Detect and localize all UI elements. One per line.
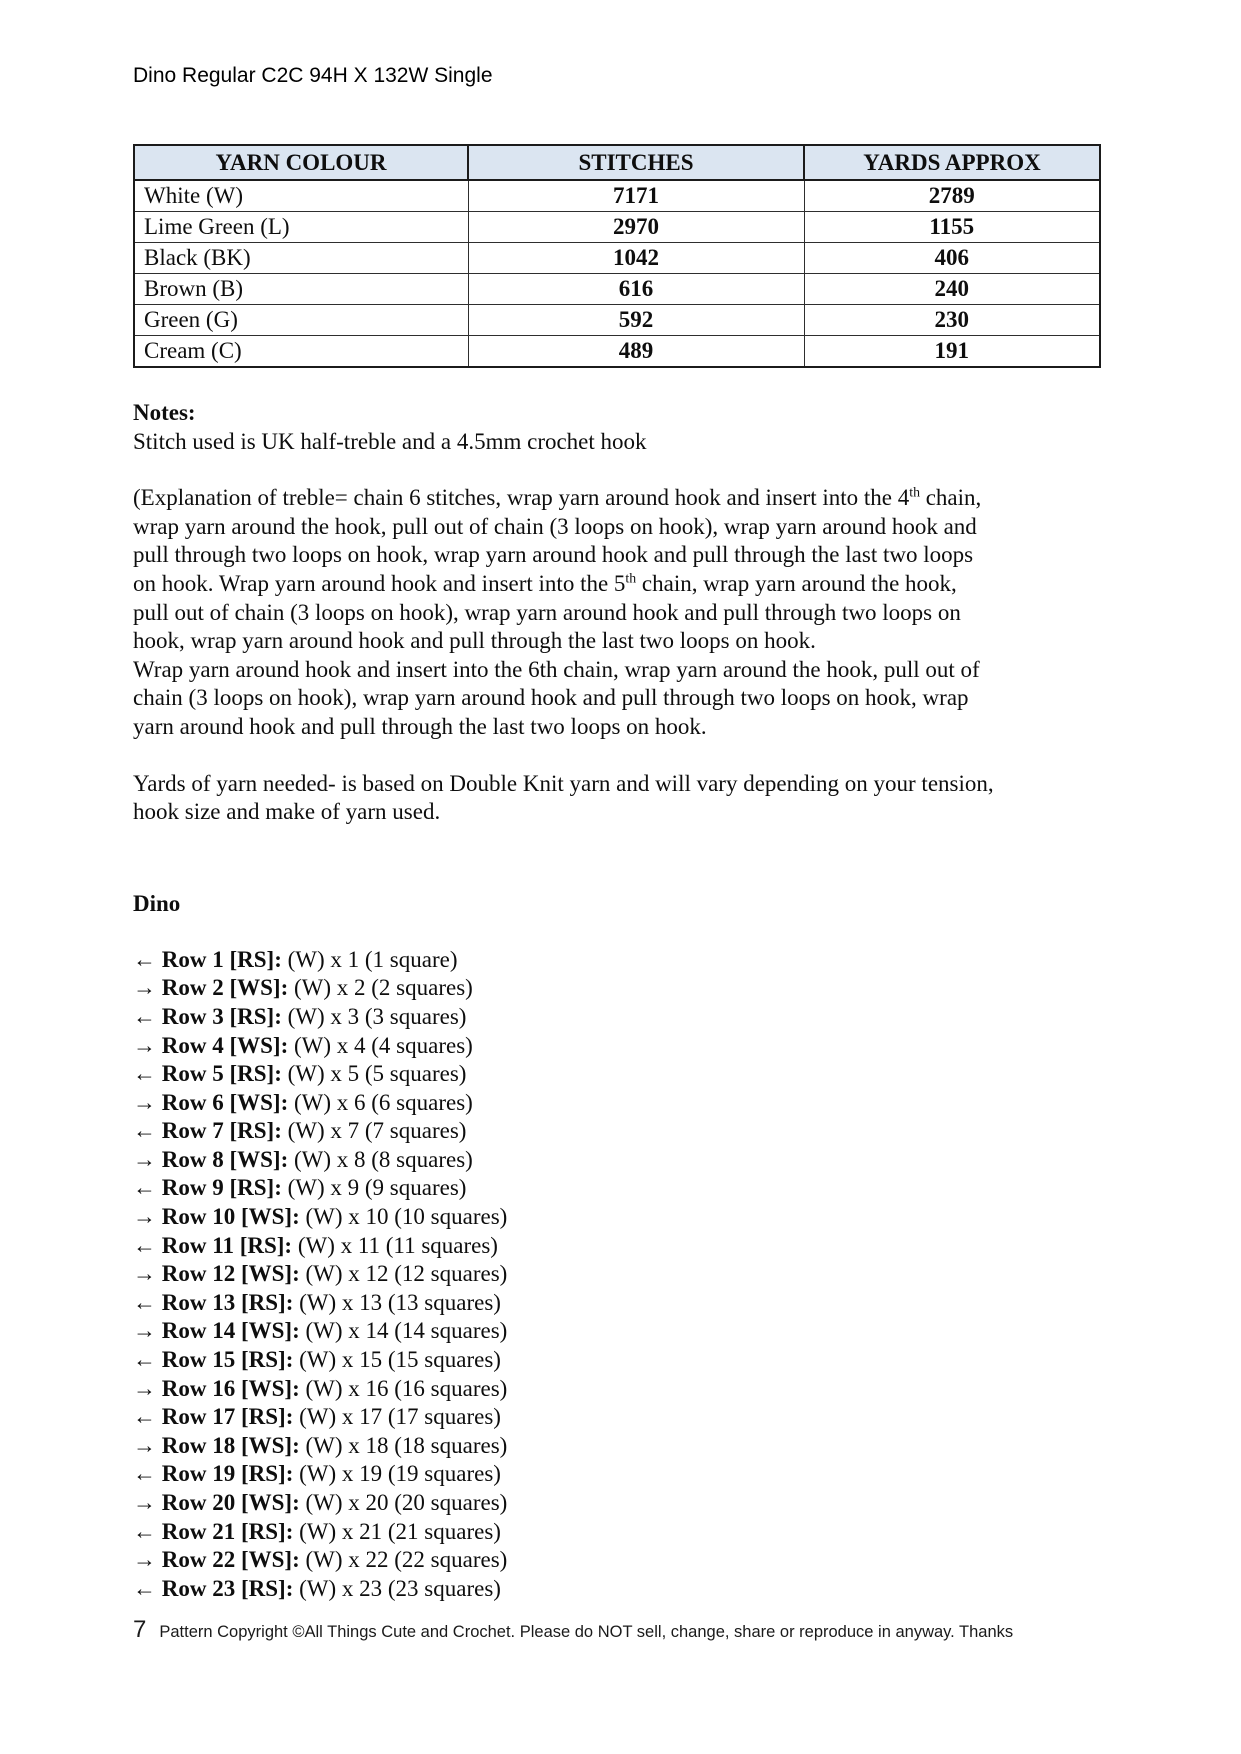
row-instruction: (W) x 11 (11 squares) <box>297 1232 498 1258</box>
row-label: Row 3 [RS]: <box>161 1003 282 1029</box>
pattern-row <box>133 1403 1101 1432</box>
notes-section <box>133 399 1101 456</box>
direction-arrow-icon: → <box>133 1432 156 1458</box>
explanation-line: pull out of chain (3 loops on hook), wrap yarn around hook and pull through two loops on <box>133 599 961 625</box>
yards-cell: 1155 <box>804 212 1100 243</box>
row-instruction: (W) x 18 (18 squares) <box>305 1432 508 1458</box>
yarn-colour-cell: Brown (B) <box>134 274 468 305</box>
row-label: Row 7 [RS]: <box>161 1118 282 1144</box>
yards-cell: 230 <box>804 305 1100 336</box>
row-label: Row 14 [WS]: <box>161 1318 300 1344</box>
yarn-colour-cell: Green (G) <box>134 305 468 336</box>
yarn-table-header-row <box>134 145 1100 180</box>
direction-arrow-icon: → <box>133 1261 156 1287</box>
yarn-colour-cell: White (W) <box>134 180 468 212</box>
explanation-line: (Explanation of treble= chain 6 stitches, wrap yarn around hook and insert into the 4th chain, <box>133 484 982 511</box>
direction-arrow-icon: → <box>133 1318 156 1344</box>
row-instruction: (W) x 14 (14 squares) <box>305 1318 508 1344</box>
pattern-row <box>133 1117 1101 1146</box>
yards-cell: 191 <box>804 336 1100 368</box>
stitches-cell: 2970 <box>468 212 804 243</box>
direction-arrow-icon: → <box>133 1547 156 1573</box>
row-label: Row 16 [WS]: <box>161 1375 300 1401</box>
row-label: Row 11 [RS]: <box>161 1232 293 1258</box>
pattern-row <box>133 974 1101 1003</box>
pattern-row <box>133 1489 1101 1518</box>
direction-arrow-icon: ← <box>133 1461 156 1487</box>
yards-cell: 406 <box>804 243 1100 274</box>
yarn-colour-cell: Black (BK) <box>134 243 468 274</box>
direction-arrow-icon: ← <box>133 1175 156 1201</box>
direction-arrow-icon: ← <box>133 1518 156 1544</box>
row-label: Row 18 [WS]: <box>161 1432 300 1458</box>
copyright-text: Pattern Copyright ©All Things Cute and Crochet. Please do NOT sell, change, share or reproduce in anyway. Thanks <box>159 1623 1014 1641</box>
row-label: Row 4 [WS]: <box>161 1032 289 1058</box>
row-instruction: (W) x 23 (23 squares) <box>299 1575 501 1601</box>
explanation-line: pull through two loops on hook, wrap yarn around hook and pull through the last two loops <box>133 542 974 568</box>
row-instruction: (W) x 8 (8 squares) <box>294 1146 473 1172</box>
row-instruction: (W) x 1 (1 square) <box>287 946 458 972</box>
direction-arrow-icon: ← <box>133 1003 156 1029</box>
row-label: Row 19 [RS]: <box>161 1461 294 1487</box>
row-instruction: (W) x 21 (21 squares) <box>299 1518 501 1544</box>
row-label: Row 8 [WS]: <box>161 1146 289 1172</box>
row-instruction: (W) x 20 (20 squares) <box>305 1490 508 1515</box>
notes-heading: Notes: <box>133 400 196 425</box>
pattern-row <box>133 1518 1101 1547</box>
page-footer <box>133 1616 1013 1644</box>
explanation-line: on hook. Wrap yarn around hook and insert into the 5th chain, wrap yarn around the hook, <box>133 570 957 596</box>
explanation-paragraph <box>133 484 1101 741</box>
pattern-row <box>133 1375 1101 1404</box>
explanation-line: Wrap yarn around hook and insert into the 6th chain, wrap yarn around the hook, pull out of <box>133 656 980 682</box>
pattern-row <box>133 1089 1101 1118</box>
pattern-row <box>133 1032 1101 1061</box>
column-header-yarn-colour: YARN COLOUR <box>134 145 468 180</box>
stitches-cell: 616 <box>468 274 804 305</box>
pattern-row <box>133 1289 1101 1318</box>
yards-note <box>133 770 1101 827</box>
direction-arrow-icon: ← <box>133 1575 156 1601</box>
row-instruction: (W) x 17 (17 squares) <box>299 1404 501 1430</box>
row-label: Row 10 [WS]: <box>161 1204 300 1230</box>
pattern-row <box>133 1575 1101 1604</box>
row-instruction: (W) x 13 (13 squares) <box>299 1289 501 1315</box>
yarn-colour-cell: Cream (C) <box>134 336 468 368</box>
pattern-row <box>133 1003 1101 1032</box>
direction-arrow-icon: → <box>133 1146 156 1172</box>
row-instruction: (W) x 19 (19 squares) <box>299 1461 501 1487</box>
explanation-line: yarn around hook and pull through the last two loops on hook. <box>133 713 707 739</box>
row-label: Row 22 [WS]: <box>161 1547 300 1573</box>
direction-arrow-icon: → <box>133 1204 156 1230</box>
yarn-table-row <box>134 305 1100 336</box>
direction-arrow-icon: ← <box>133 1347 156 1373</box>
direction-arrow-icon: → <box>133 1089 156 1115</box>
yarn-table-body <box>134 180 1100 367</box>
pattern-row <box>133 1346 1101 1375</box>
row-instruction: (W) x 9 (9 squares) <box>287 1175 467 1201</box>
yards-cell: 240 <box>804 274 1100 305</box>
pattern-row <box>133 1546 1101 1575</box>
row-instruction: (W) x 10 (10 squares) <box>305 1204 508 1230</box>
row-instruction: (W) x 7 (7 squares) <box>287 1118 467 1144</box>
yarn-table-row <box>134 336 1100 368</box>
row-instruction: (W) x 16 (16 squares) <box>305 1375 508 1401</box>
pattern-row <box>133 1260 1101 1289</box>
direction-arrow-icon: → <box>133 1375 156 1401</box>
pattern-row <box>133 1146 1101 1175</box>
yarn-table <box>133 144 1101 368</box>
yarn-table-row <box>134 212 1100 243</box>
explanation-line: chain (3 loops on hook), wrap yarn around hook and pull through two loops on hook, wrap <box>133 685 969 711</box>
row-instruction: (W) x 15 (15 squares) <box>299 1347 501 1373</box>
row-label: Row 20 [WS]: <box>161 1490 300 1515</box>
row-label: Row 2 [WS]: <box>161 975 289 1001</box>
stitches-cell: 592 <box>468 305 804 336</box>
row-label: Row 17 [RS]: <box>161 1404 294 1430</box>
column-header-stitches: STITCHES <box>468 145 804 180</box>
stitches-cell: 7171 <box>468 180 804 212</box>
pattern-row <box>133 1317 1101 1346</box>
row-label: Row 6 [WS]: <box>161 1089 289 1115</box>
row-instruction: (W) x 4 (4 squares) <box>294 1032 473 1058</box>
yards-cell: 2789 <box>804 180 1100 212</box>
row-instruction: (W) x 3 (3 squares) <box>287 1003 467 1029</box>
row-instruction: (W) x 12 (12 squares) <box>305 1261 508 1287</box>
row-instruction: (W) x 5 (5 squares) <box>287 1061 467 1087</box>
row-label: Row 13 [RS]: <box>161 1289 294 1315</box>
pattern-row <box>133 946 1101 975</box>
stitches-cell: 1042 <box>468 243 804 274</box>
yarn-table-row <box>134 243 1100 274</box>
pattern-row-list <box>133 946 1101 1604</box>
row-label: Row 12 [WS]: <box>161 1261 300 1287</box>
yarn-colour-cell: Lime Green (L) <box>134 212 468 243</box>
stitches-cell: 489 <box>468 336 804 368</box>
direction-arrow-icon: → <box>133 975 156 1001</box>
yarn-table-row <box>134 274 1100 305</box>
direction-arrow-icon: → <box>133 1490 156 1515</box>
direction-arrow-icon: ← <box>133 1232 156 1258</box>
direction-arrow-icon: ← <box>133 1289 156 1315</box>
direction-arrow-icon: → <box>133 1032 156 1058</box>
yards-note-line: Yards of yarn needed- is based on Double Knit yarn and will vary depending on your tension, <box>133 770 994 796</box>
row-instruction: (W) x 2 (2 squares) <box>294 975 473 1001</box>
yards-note-line: hook size and make of yarn used. <box>133 799 441 825</box>
row-label: Row 5 [RS]: <box>161 1061 282 1087</box>
pattern-row <box>133 1203 1101 1232</box>
explanation-line: wrap yarn around the hook, pull out of chain (3 loops on hook), wrap yarn around hook and <box>133 513 977 539</box>
pattern-row <box>133 1174 1101 1203</box>
direction-arrow-icon: ← <box>133 946 156 972</box>
row-instruction: (W) x 6 (6 squares) <box>294 1089 473 1115</box>
explanation-line: hook, wrap yarn around hook and pull through the last two loops on hook. <box>133 628 816 654</box>
stitch-note: Stitch used is UK half-treble and a 4.5mm crochet hook <box>133 428 647 454</box>
page-number: 7 <box>133 1616 147 1643</box>
row-label: Row 15 [RS]: <box>161 1347 294 1373</box>
pattern-row <box>133 1460 1101 1489</box>
column-header-yards-approx: YARDS APPROX <box>804 145 1100 180</box>
direction-arrow-icon: ← <box>133 1061 156 1087</box>
row-label: Row 1 [RS]: <box>161 946 282 972</box>
pattern-row <box>133 1232 1101 1261</box>
row-label: Row 9 [RS]: <box>161 1175 282 1201</box>
row-label: Row 21 [RS]: <box>161 1518 294 1544</box>
doc-title: Dino Regular C2C 94H X 132W Single <box>133 64 493 87</box>
pattern-row <box>133 1432 1101 1461</box>
pattern-heading: Dino <box>133 890 181 916</box>
row-label: Row 23 [RS]: <box>161 1575 294 1601</box>
pattern-row <box>133 1060 1101 1089</box>
direction-arrow-icon: ← <box>133 1404 156 1430</box>
yarn-table-row <box>134 180 1100 212</box>
direction-arrow-icon: ← <box>133 1118 156 1144</box>
row-instruction: (W) x 22 (22 squares) <box>305 1547 508 1573</box>
